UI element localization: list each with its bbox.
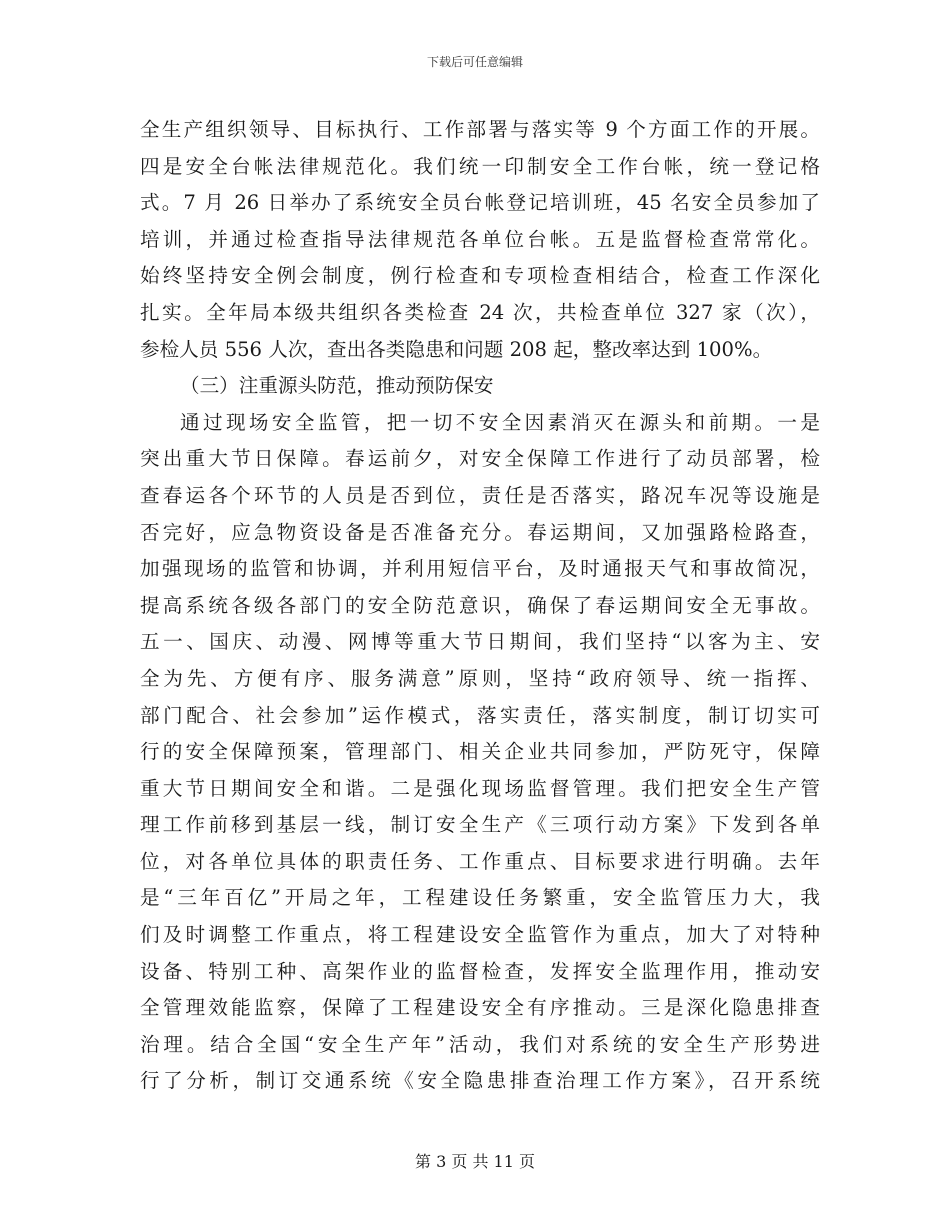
text-line: 查春运各个环节的人员是否到位，责任是否落实，路况车况等设施是 — [140, 483, 820, 507]
text-line: 参检人员 556 人次，查出各类隐患和问题 208 起，整改率达到 100%。 — [140, 337, 773, 361]
text-line: 全为先、方便有序、服务满意”原则，坚持“政府领导、统一指挥、 — [140, 666, 820, 690]
text-line: 突出重大节日保障。春运前夕，对安全保障工作进行了动员部署，检 — [140, 447, 820, 471]
text-line: 加强现场的监管和协调，并利用短信平台，及时通报天气和事故简况， — [140, 557, 820, 581]
text-line: 否完好，应急物资设备是否准备充分。春运期间，又加强路检路查， — [140, 520, 820, 544]
text-line: 五一、国庆、动漫、网博等重大节日期间，我们坚持“以客为主、安 — [140, 630, 820, 654]
text-line: 培训，并通过检查指导法律规范各单位台帐。五是监督检查常常化。 — [140, 227, 820, 251]
text-line: 们及时调整工作重点，将工程建设安全监管作为重点，加大了对特种 — [140, 923, 820, 947]
text-line: 位，对各单位具体的职责任务、工作重点、目标要求进行明确。去年 — [140, 849, 820, 873]
text-line: 设备、特别工种、高架作业的监督检查，发挥安全监理作用，推动安 — [140, 959, 820, 983]
text-line: 部门配合、社会参加”运作模式，落实责任，落实制度，制订切实可 — [140, 703, 820, 727]
text-line: 提高系统各级各部门的安全防范意识，确保了春运期间安全无事故。 — [140, 593, 820, 617]
text-line: 行的安全保障预案，管理部门、相关企业共同参加，严防死守，保障 — [140, 740, 820, 764]
text-line: 扎实。全年局本级共组织各类检查 24 次，共检查单位 327 家（次）， — [140, 300, 820, 324]
text-line: 理工作前移到基层一线，制订安全生产《三项行动方案》下发到各单 — [140, 813, 820, 837]
text-line: 治理。结合全国“安全生产年”活动，我们对系统的安全生产形势进 — [140, 1032, 820, 1056]
text-line: 四是安全台帐法律规范化。我们统一印制安全工作台帐，统一登记格 — [140, 154, 820, 178]
text-line: 式。7 月 26 日举办了系统安全员台帐登记培训班，45 名安全员参加了 — [140, 191, 820, 215]
text-line: 重大节日期间安全和谐。二是强化现场监督管理。我们把安全生产管 — [140, 776, 820, 800]
text-line: 行了分析，制订交通系统《安全隐患排查治理工作方案》，召开系统 — [140, 1069, 820, 1093]
text-line: 全生产组织领导、目标执行、工作部署与落实等 9 个方面工作的开展。 — [140, 118, 820, 141]
document-body — [140, 112, 820, 1100]
text-line: 是“三年百亿”开局之年，工程建设任务繁重，安全监管压力大，我 — [140, 886, 820, 910]
page-footer: 第 3 页 共 11 页 — [415, 1152, 535, 1171]
section-heading: （三）注重源头防范，推动预防保安 — [180, 374, 494, 398]
text-line: 通过现场安全监管，把一切不安全因素消灭在源头和前期。一是 — [180, 410, 820, 434]
text-line: 始终坚持安全例会制度，例行检查和专项检查相结合，检查工作深化 — [140, 264, 820, 288]
text-line: 全管理效能监察，保障了工程建设安全有序推动。三是深化隐患排查 — [140, 996, 820, 1020]
page-header: 下载后可任意编辑 — [426, 55, 523, 69]
